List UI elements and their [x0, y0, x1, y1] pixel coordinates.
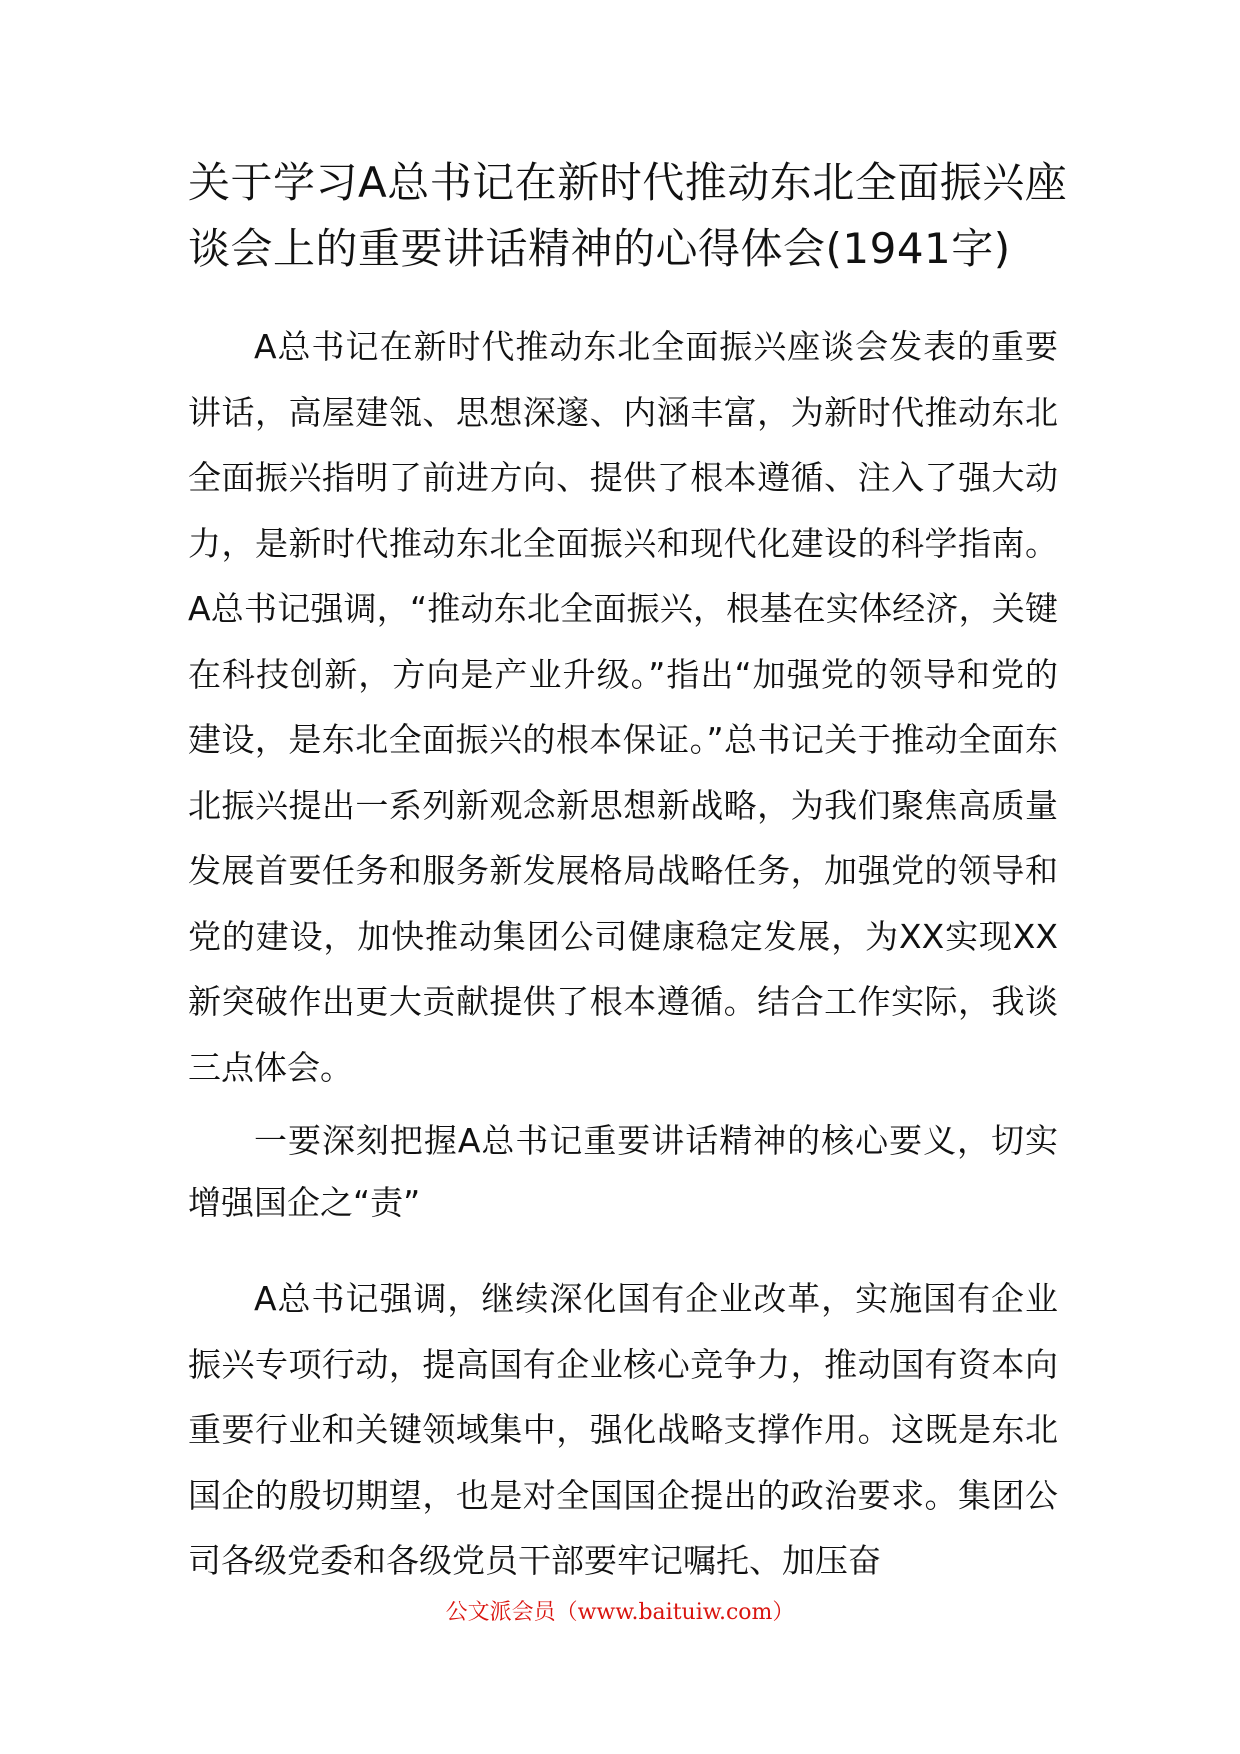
- intro-paragraph: A总书记在新时代推动东北全面振兴座谈会发表的重要讲话，高屋建瓴、思想深邃、内涵丰富，为新时代推动东北全面振兴指明了前进方向、提供了根本遵循、注入了强大动力，是新时代推动东北全面振兴和现代化建设的科学指南。A总书记强调，“推动东北全面振兴，根基在实体经济，关键在科技创新，方向是产业升级。”指出“加强党的领导和党的建设，是东北全面振兴的根本保证。”总书记关于推动全面东北振兴提出一系列新观念新思想新战略，为我们聚焦高质量发展首要任务和服务新发展格局战略任务，加强党的领导和党的建设，加快推动集团公司健康稳定发展，为XX实现XX新突破作出更大贡献提供了根本遵循。结合工作实际，我谈三点体会。: [188, 327, 1058, 1087]
- footer-watermark: 公文派会员（www.baituiw.com）: [445, 1600, 795, 1625]
- section-heading: 一要深刻把握A总书记重要讲话精神的核心要义，切实增强国企之“责”: [188, 1121, 1058, 1222]
- section-paragraph: A总书记强调，继续深化国有企业改革，实施国有企业振兴专项行动，提高国有企业核心竞争力，推动国有资本向重要行业和关键领域集中，强化战略支撑作用。这既是东北国企的殷切期望，也是对全国国企提出的政治要求。集团公司各级党委和各级党员干部要牢记嘱托、加压奋: [188, 1279, 1058, 1580]
- document-title: 关于学习A总书记在新时代推动东北全面振兴座谈会上的重要讲话精神的心得体会(1941字): [188, 158, 1068, 273]
